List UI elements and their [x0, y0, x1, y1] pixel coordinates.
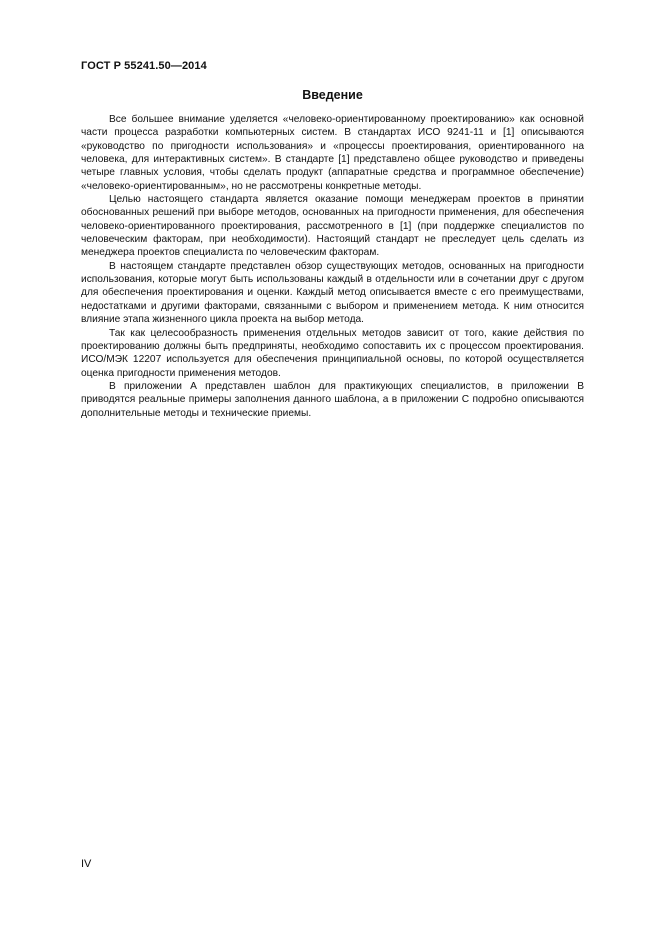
paragraph: Так как целесообразность применения отдельных методов зависит от того, какие действия по проектированию должны быть предприняты, необходимо сопоставить их с процессом проектирования. ИСО/МЭК 12207 используется для обеспечения принципиальной основы, по которой осуществляется оценка пригодности применения методов.: [81, 327, 584, 379]
body-text: [81, 113, 584, 420]
section-title: Введение: [302, 88, 363, 102]
paragraph: Целью настоящего стандарта является оказание помощи менеджерам проектов в принятии обоснованных решений при выборе методов, основанных на пригодности применения, для обеспечения человеко-ориентированного проектирования, рассмотренного в [1] (при поддержке специалистов по человеческим факторам, при необходимости). Настоящий стандарт не преследует цель сделать из менеджера проектов специалиста по человеческим факторам.: [81, 194, 584, 259]
document-code: ГОСТ Р 55241.50—2014: [81, 60, 207, 72]
page-number: IV: [81, 858, 92, 870]
paragraph: Все большее внимание уделяется «человеко-ориентированному проектированию» как основной части процесса разработки компьютерных систем. В стандартах ИСО 9241-11 и [1] описываются «руководство по пригодности использования» и «процессы проектирования, ориентированного на человека, для интерактивных систем». В стандарте [1] представлено общее руководство и приведены четыре главных условия, чтобы сделать продукт (аппаратные средства и программное обеспечение) «человеко-ориентированным», но не рассмотрены конкретные методы.: [81, 114, 584, 192]
paragraph: В настоящем стандарте представлен обзор существующих методов, основанных на пригодности использования, которые могут быть использованы каждый в отдельности или в сочетании друг с другом для обеспечения проектирования и оценки. Каждый метод описывается вместе с его преимуществами, недостатками и другими факторами, связанными с выбором и применением метода. К ним относится влияние этапа жизненного цикла проекта на выбор метода.: [81, 260, 584, 326]
paragraph: В приложении А представлен шаблон для практикующих специалистов, в приложении В приводятся реальные примеры заполнения данного шаблона, а в приложении С подробно описываются дополнительные методы и технические приемы.: [81, 380, 584, 419]
